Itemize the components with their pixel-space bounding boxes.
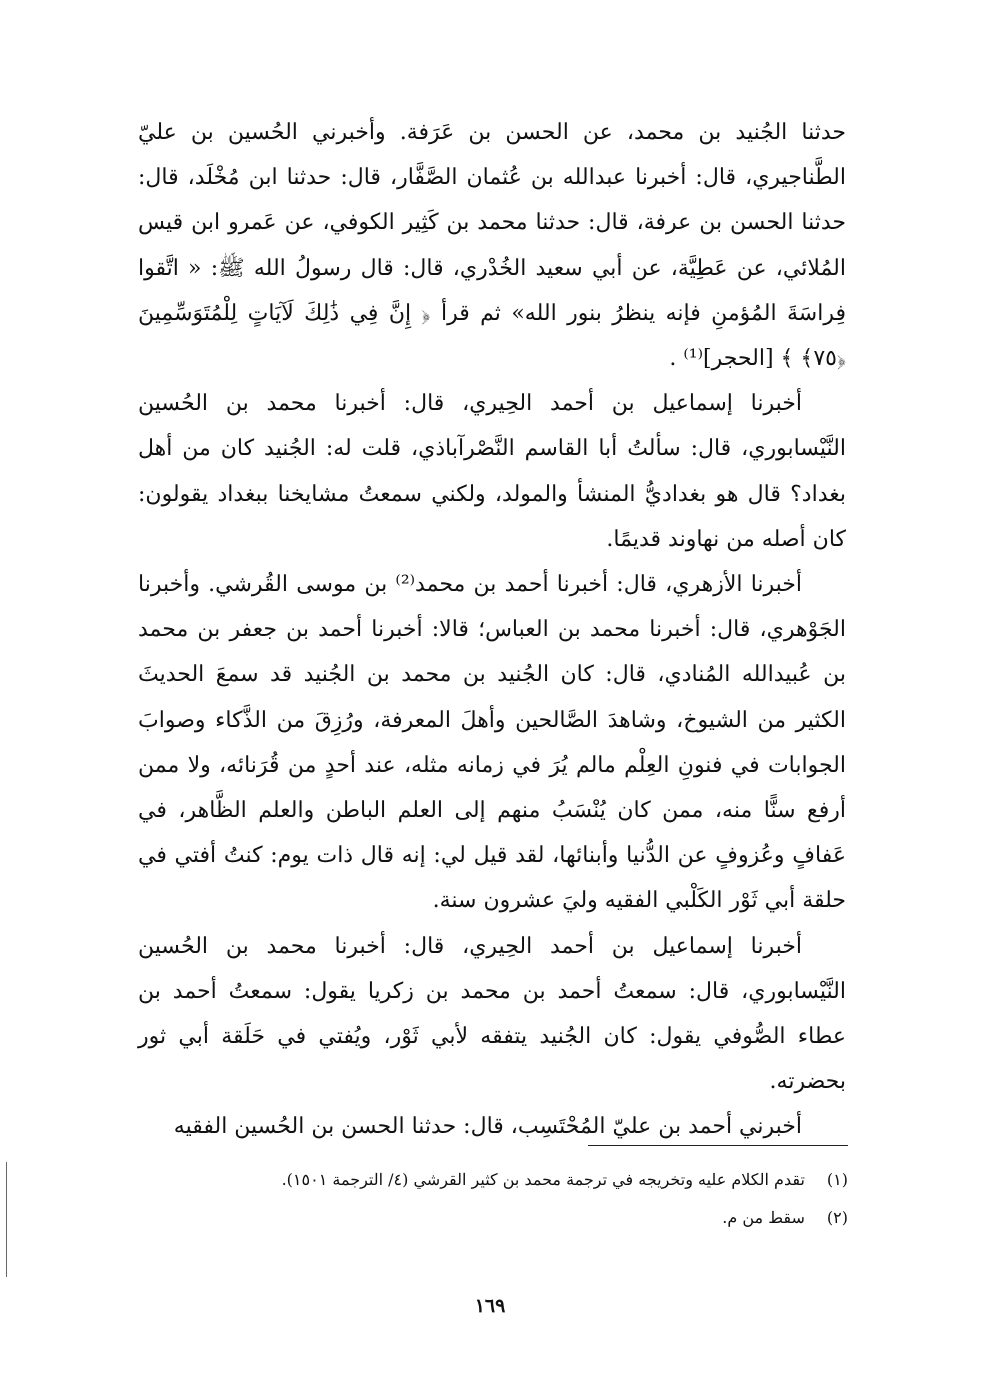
- main-text-block: [138, 110, 846, 1150]
- footnote-2-mark: (٢): [826, 1208, 848, 1227]
- page-number: ١٦٩: [474, 1295, 506, 1317]
- footnote-2: [138, 1199, 848, 1237]
- paragraph-4: أخبرنا إسماعيل بن أحمد الحِيري، قال: أخبرنا محمد بن الحُسين النَّيْسابوري، قال: سمعتُ أحمد بن محمد بن زكريا يقول: سمعتُ أحمد بن عطاء الصُّوفي يقول: كان الجُنيد يتفقه لأبي ثَوْر، ويُفتي في حَلَقة أبي ثور بحضرته.: [138, 933, 846, 1095]
- paragraph-2: أخبرنا إسماعيل بن أحمد الحِيري، قال: أخبرنا محمد بن الحُسين النَّيْسابوري، قال: سألتُ أبا القاسم النَّصْرآباذي، قلت له: الجُنيد كان من أهل بغداد؟ قال هو بغداديُّ المنشأ والمولد، ولكني سمعتُ مشايخنا ببغداد يقولون: كان أصله من نهاوند قديمًا.: [138, 391, 846, 552]
- footnote-2-text: سقط من م.: [722, 1208, 805, 1227]
- footnote-1-text: تقدم الكلام عليه وتخريجه في ترجمة محمد بن كثير القرشي (٤/ الترجمة ١٥٠١).: [281, 1170, 805, 1189]
- scan-edge-line: [6, 1162, 7, 1277]
- footnotes-block: [138, 1161, 848, 1237]
- footnote-1: [138, 1161, 848, 1199]
- footnote-1-mark: (١): [826, 1170, 848, 1189]
- paragraph-3: أخبرنا الأزهري، قال: أخبرنا أحمد بن محمد⁽²⁾ بن موسى القُرشي. وأخبرنا الجَوْهري، قال: أخبرنا محمد بن العباس؛ قالا: أخبرنا أحمد بن جعفر بن محمد بن عُبيدالله المُنادي، قال: كان الجُنيد بن محمد بن الجُنيد قد سمعَ الحديثَ الكثير من الشيوخ، وشاهدَ الصَّالحين وأهلَ المعرفة، ورُزِقَ من الذَّكاء وصوابَ الجوابات في فنونِ العِلْم مالم يُرَ في زمانه مثله، عند أحدٍ من قُرَنائه، ولا ممن أرفع سنًّا منه، ممن كان يُنْسَبُ منهم إلى العلم الباطن والعلم الظَّاهر، في عَفافٍ وعُزوفٍ عن الدُّنيا وأبنائها، لقد قيل لي: إنه قال ذات يوم: كنتُ أفتي في حلقة أبي ثَوْر الكَلْبي الفقيه وليَ عشرون سنة.: [138, 572, 846, 914]
- paragraph-1: حدثنا الجُنيد بن محمد، عن الحسن بن عَرَفة. وأخبرني الحُسين بن عليّ الطَّناجيري، قال: أخبرنا عبدالله بن عُثمان الصَّفَّار، قال: حدثنا ابن مُخْلَد، قال: حدثنا الحسن بن عرفة، قال: حدثنا محمد بن كَثِير الكوفي، عن عَمرو ابن قيس المُلائي، عن عَطِيَّة، عن أبي سعيد الخُدْري، قال: قال رسولُ الله ﷺ: « اتَّقوا فِراسَةَ المُؤمنِ فإنه ينظرُ بنور الله» ثم قرأ ﴿ إِنَّ فِي ذَٰلِكَ لَآيَاتٍ لِلْمُتَوَسِّمِينَ ﴿٧٥﴾ ﴾ [الحجر]⁽¹⁾ .: [138, 120, 846, 372]
- footnote-divider: [588, 1145, 848, 1146]
- paragraph-5: أخبرني أحمد بن عليّ المُحْتَسِب، قال: حدثنا الحسن بن الحُسين الفقيه: [173, 1114, 802, 1140]
